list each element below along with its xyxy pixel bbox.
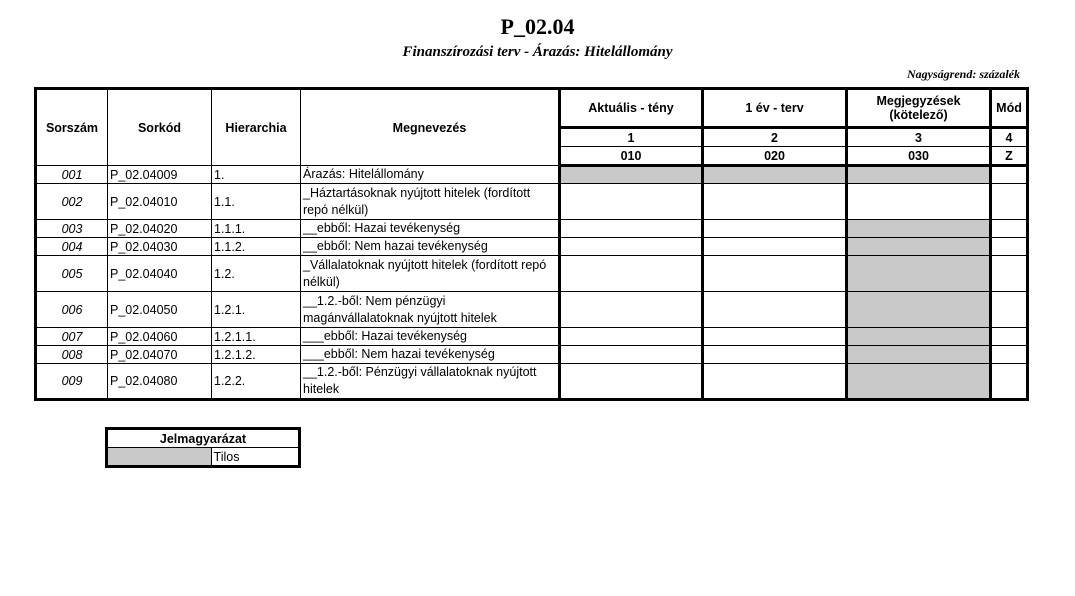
row-megnevezes: Árazás: Hitelállomány bbox=[301, 166, 560, 184]
row-value-cell-3[interactable] bbox=[847, 184, 991, 220]
row-value-cell-1[interactable] bbox=[560, 292, 703, 328]
colnum-3: 3 bbox=[847, 128, 991, 147]
row-value-cell-4[interactable] bbox=[991, 364, 1028, 400]
row-megnevezes: __ebből: Nem hazai tevékenység bbox=[301, 238, 560, 256]
legend-table bbox=[105, 427, 301, 468]
row-value-cell-2[interactable] bbox=[703, 220, 847, 238]
row-value-cell-1[interactable] bbox=[560, 256, 703, 292]
row-sorszam: 005 bbox=[36, 256, 108, 292]
row-value-cell-1[interactable] bbox=[560, 238, 703, 256]
colnum-1: 1 bbox=[560, 128, 703, 147]
row-sorszam: 007 bbox=[36, 328, 108, 346]
table-row bbox=[36, 364, 1028, 400]
header-col3: Megjegyzések (kötelező) bbox=[847, 89, 991, 128]
row-value-cell-3 bbox=[847, 256, 991, 292]
row-value-cell-2[interactable] bbox=[703, 238, 847, 256]
unit-label: Nagyságrend: százalék bbox=[907, 67, 1020, 81]
colcode-1: 010 bbox=[560, 147, 703, 166]
row-value-cell-4[interactable] bbox=[991, 346, 1028, 364]
row-value-cell-2[interactable] bbox=[703, 256, 847, 292]
row-value-cell-3 bbox=[847, 364, 991, 400]
row-megnevezes: _Háztartásoknak nyújtott hitelek (fordított repó nélkül) bbox=[301, 184, 560, 220]
table-row bbox=[36, 328, 1028, 346]
row-megnevezes: ___ebből: Hazai tevékenység bbox=[301, 328, 560, 346]
row-value-cell-1[interactable] bbox=[560, 364, 703, 400]
colnum-2: 2 bbox=[703, 128, 847, 147]
header-col4: Mód bbox=[991, 89, 1028, 128]
row-hierarchia: 1.2.1. bbox=[212, 292, 301, 328]
row-value-cell-2[interactable] bbox=[703, 364, 847, 400]
row-value-cell-3 bbox=[847, 166, 991, 184]
row-megnevezes: __ebből: Hazai tevékenység bbox=[301, 220, 560, 238]
row-value-cell-4[interactable] bbox=[991, 238, 1028, 256]
row-sorszam: 002 bbox=[36, 184, 108, 220]
row-sorkod: P_02.04040 bbox=[108, 256, 212, 292]
row-hierarchia: 1.1.2. bbox=[212, 238, 301, 256]
row-value-cell-2 bbox=[703, 166, 847, 184]
row-sorkod: P_02.04020 bbox=[108, 220, 212, 238]
legend-title: Jelmagyarázat bbox=[107, 429, 300, 448]
colnum-4: 4 bbox=[991, 128, 1028, 147]
table-row bbox=[36, 346, 1028, 364]
row-megnevezes: __1.2.-ből: Nem pénzügyi magánvállalatoknak nyújtott hitelek bbox=[301, 292, 560, 328]
row-value-cell-3 bbox=[847, 220, 991, 238]
row-sorkod: P_02.04050 bbox=[108, 292, 212, 328]
header-megnevezes: Megnevezés bbox=[301, 89, 560, 166]
page-title: P_02.04 bbox=[500, 14, 575, 39]
row-hierarchia: 1.2.2. bbox=[212, 364, 301, 400]
row-value-cell-1[interactable] bbox=[560, 346, 703, 364]
row-hierarchia: 1.2.1.1. bbox=[212, 328, 301, 346]
row-value-cell-2[interactable] bbox=[703, 184, 847, 220]
header-col2: 1 év - terv bbox=[703, 89, 847, 128]
header-sorszam: Sorszám bbox=[36, 89, 108, 166]
row-sorszam: 001 bbox=[36, 166, 108, 184]
row-hierarchia: 1.2. bbox=[212, 256, 301, 292]
colcode-2: 020 bbox=[703, 147, 847, 166]
row-sorkod: P_02.04010 bbox=[108, 184, 212, 220]
row-value-cell-3 bbox=[847, 346, 991, 364]
row-value-cell-1[interactable] bbox=[560, 220, 703, 238]
table-row bbox=[36, 184, 1028, 220]
row-megnevezes: ___ebből: Nem hazai tevékenység bbox=[301, 346, 560, 364]
row-value-cell-1 bbox=[560, 166, 703, 184]
header-sorkod: Sorkód bbox=[108, 89, 212, 166]
row-sorszam: 008 bbox=[36, 346, 108, 364]
row-value-cell-2[interactable] bbox=[703, 328, 847, 346]
table-row bbox=[36, 238, 1028, 256]
header-hierarchia: Hierarchia bbox=[212, 89, 301, 166]
row-hierarchia: 1.2.1.2. bbox=[212, 346, 301, 364]
row-value-cell-3 bbox=[847, 292, 991, 328]
row-sorkod: P_02.04070 bbox=[108, 346, 212, 364]
row-value-cell-1[interactable] bbox=[560, 184, 703, 220]
colcode-3: 030 bbox=[847, 147, 991, 166]
row-value-cell-4[interactable] bbox=[991, 292, 1028, 328]
row-sorkod: P_02.04080 bbox=[108, 364, 212, 400]
data-table bbox=[34, 87, 1029, 401]
row-value-cell-4[interactable] bbox=[991, 328, 1028, 346]
row-value-cell-4[interactable] bbox=[991, 166, 1028, 184]
row-megnevezes: _Vállalatoknak nyújtott hitelek (fordított repó nélkül) bbox=[301, 256, 560, 292]
row-sorkod: P_02.04060 bbox=[108, 328, 212, 346]
row-hierarchia: 1. bbox=[212, 166, 301, 184]
colcode-4: Z bbox=[991, 147, 1028, 166]
row-sorszam: 003 bbox=[36, 220, 108, 238]
row-value-cell-4[interactable] bbox=[991, 184, 1028, 220]
row-value-cell-2[interactable] bbox=[703, 346, 847, 364]
row-sorkod: P_02.04009 bbox=[108, 166, 212, 184]
row-value-cell-1[interactable] bbox=[560, 328, 703, 346]
row-value-cell-4[interactable] bbox=[991, 220, 1028, 238]
row-hierarchia: 1.1. bbox=[212, 184, 301, 220]
row-value-cell-2[interactable] bbox=[703, 292, 847, 328]
table-row bbox=[36, 166, 1028, 184]
row-value-cell-3 bbox=[847, 238, 991, 256]
page-subtitle: Finanszírozási terv - Árazás: Hitelállomány bbox=[402, 44, 673, 60]
row-value-cell-4[interactable] bbox=[991, 256, 1028, 292]
legend-swatch bbox=[107, 448, 212, 467]
row-sorszam: 004 bbox=[36, 238, 108, 256]
table-row bbox=[36, 256, 1028, 292]
table-row bbox=[36, 292, 1028, 328]
table-row bbox=[36, 220, 1028, 238]
row-sorszam: 006 bbox=[36, 292, 108, 328]
row-megnevezes: __1.2.-ből: Pénzügyi vállalatoknak nyújtott hitelek bbox=[301, 364, 560, 400]
row-sorszam: 009 bbox=[36, 364, 108, 400]
row-hierarchia: 1.1.1. bbox=[212, 220, 301, 238]
header-col1: Aktuális - tény bbox=[560, 89, 703, 128]
row-sorkod: P_02.04030 bbox=[108, 238, 212, 256]
legend-label: Tilos bbox=[211, 448, 299, 467]
row-value-cell-3 bbox=[847, 328, 991, 346]
